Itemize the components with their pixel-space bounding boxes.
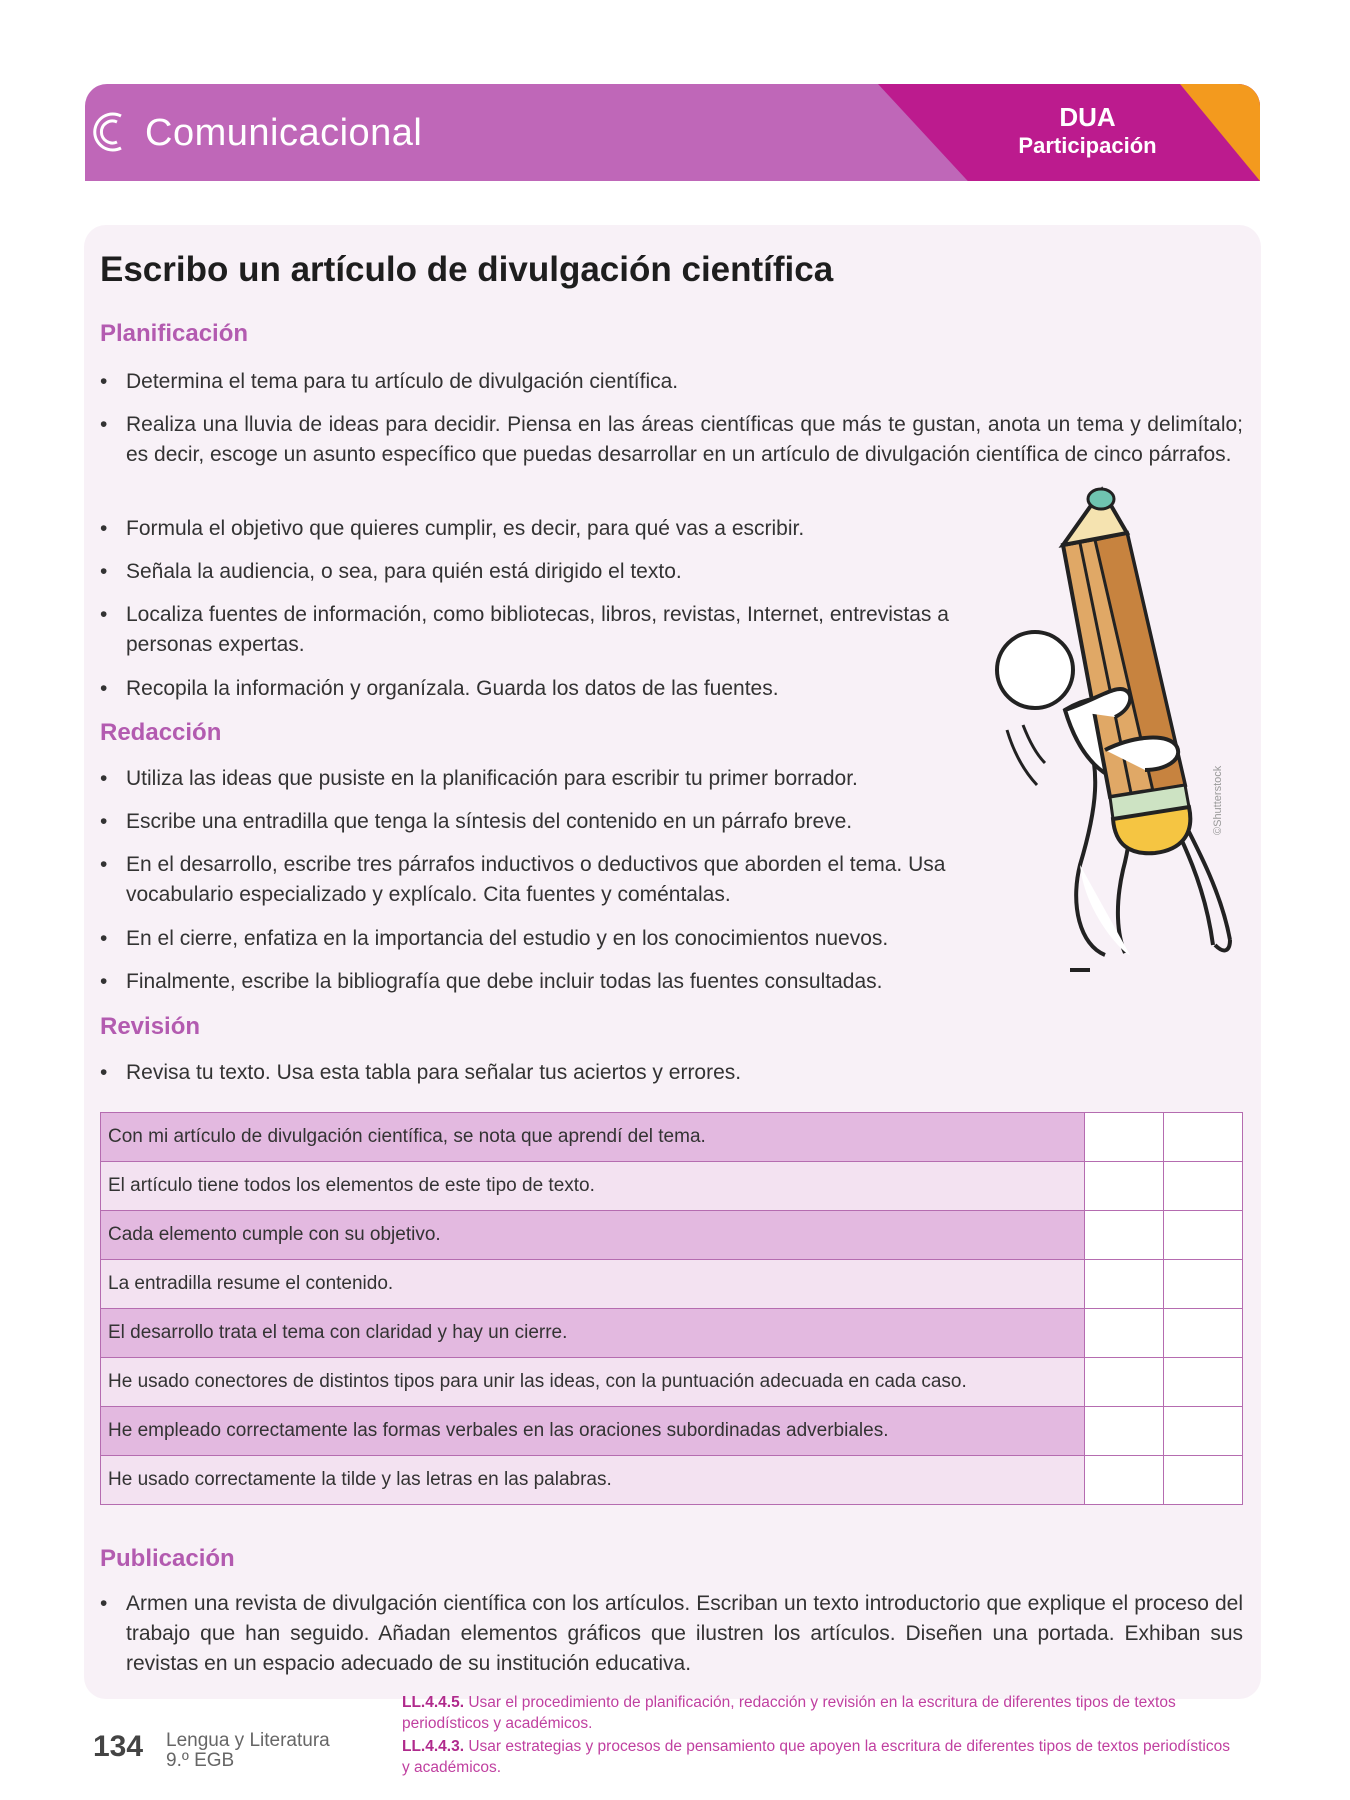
page-title: Escribo un artículo de divulgación científica (100, 250, 834, 289)
comunicacional-c-icon (91, 108, 127, 156)
section-banner (85, 84, 1260, 181)
image-credit: ©Shutterstock (1212, 765, 1224, 835)
checklist-criterion: Cada elemento cumple con su objetivo. (101, 1211, 1085, 1260)
heading-planificacion: Planificación (100, 320, 249, 347)
checklist-criterion: He usado correctamente la tilde y las letras en las palabras. (101, 1456, 1085, 1505)
table-row (101, 1211, 1243, 1260)
check-cell-no[interactable] (1164, 1113, 1243, 1162)
table-row (101, 1309, 1243, 1358)
checklist-criterion: La entradilla resume el contenido. (101, 1260, 1085, 1309)
table-row (101, 1456, 1243, 1505)
standard-code: LL.4.4.3. (402, 1738, 465, 1755)
check-cell-no[interactable] (1164, 1407, 1243, 1456)
curriculum-standard (402, 1736, 1242, 1778)
check-cell-no[interactable] (1164, 1456, 1243, 1505)
heading-redaccion: Redacción (100, 719, 222, 746)
page-number: 134 (93, 1730, 144, 1763)
dua-badge-line2: Participación (1018, 133, 1157, 158)
check-cell-yes[interactable] (1085, 1456, 1164, 1505)
checklist-table (100, 1112, 1243, 1505)
subject-name: Lengua y Literatura (166, 1730, 330, 1751)
check-cell-yes[interactable] (1085, 1162, 1164, 1211)
list-item: • Localiza fuentes de información, como bibliotecas, libros, revistas, Internet, entrevistas a personas expertas. (100, 603, 949, 656)
heading-publicacion: Publicación (100, 1545, 235, 1572)
check-cell-no[interactable] (1164, 1358, 1243, 1407)
standard-text: Usar el procedimiento de planificación, redacción y revisión en la escritura de diferentes tipos de textos periodísticos y académicos. (402, 1694, 1176, 1732)
checklist-criterion: He usado conectores de distintos tipos para unir las ideas, con la puntuación adecuada en cada caso. (101, 1358, 1085, 1407)
curriculum-standard (402, 1692, 1242, 1734)
checklist-criterion: He empleado correctamente las formas verbales en las oraciones subordinadas adverbiales. (101, 1407, 1085, 1456)
list-item: • Armen una revista de divulgación científica con los artículos. Escriban un texto introductorio que explique el proceso del trabajo que han seguido. Añadan elementos gráficos que ilustren los artículos. Diseñen una portada. Exhiban sus revistas en un espacio adecuado de su institución educativa. (100, 1592, 1243, 1675)
check-cell-no[interactable] (1164, 1309, 1243, 1358)
standard-code: LL.4.4.5. (402, 1694, 465, 1711)
table-row (101, 1260, 1243, 1309)
check-cell-yes[interactable] (1085, 1113, 1164, 1162)
check-cell-no[interactable] (1164, 1162, 1243, 1211)
check-cell-no[interactable] (1164, 1260, 1243, 1309)
checklist-criterion: El artículo tiene todos los elementos de este tipo de texto. (101, 1162, 1085, 1211)
check-cell-yes[interactable] (1085, 1358, 1164, 1407)
checklist-criterion: Con mi artículo de divulgación científica, se nota que aprendí del tema. (101, 1113, 1085, 1162)
check-cell-yes[interactable] (1085, 1211, 1164, 1260)
check-cell-yes[interactable] (1085, 1407, 1164, 1456)
list-item: • Realiza una lluvia de ideas para decidir. Piensa en las áreas científicas que más te gustan, anota un tema y delimítalo; es decir, escoge un asunto específico que puedas desarrollar en un artículo de divulgación científica de cinco párrafos. (100, 413, 1243, 466)
table-row (101, 1113, 1243, 1162)
heading-revision: Revisión (100, 1013, 201, 1040)
table-row (101, 1407, 1243, 1456)
check-cell-no[interactable] (1164, 1211, 1243, 1260)
check-cell-yes[interactable] (1085, 1309, 1164, 1358)
dua-badge-line1: DUA (1059, 102, 1116, 132)
dua-badge (1010, 102, 1165, 160)
standard-text: Usar estrategias y procesos de pensamiento que apoyen la escritura de diferentes tipos de textos periodísticos y académicos. (402, 1738, 1230, 1776)
list-item: • En el desarrollo, escribe tres párrafos inductivos o deductivos que aborden el tema. Usa vocabulario especializado y explícalo. Cita fuentes y coméntalas. (100, 853, 946, 906)
grade-level: 9.º EGB (166, 1750, 235, 1771)
table-row (101, 1162, 1243, 1211)
pencil-figure-illustration (985, 485, 1240, 985)
subject-label (166, 1731, 330, 1771)
table-row (101, 1358, 1243, 1407)
section-title: Comunicacional (145, 112, 423, 154)
check-cell-yes[interactable] (1085, 1260, 1164, 1309)
checklist-criterion: El desarrollo trata el tema con claridad y hay un cierre. (101, 1309, 1085, 1358)
